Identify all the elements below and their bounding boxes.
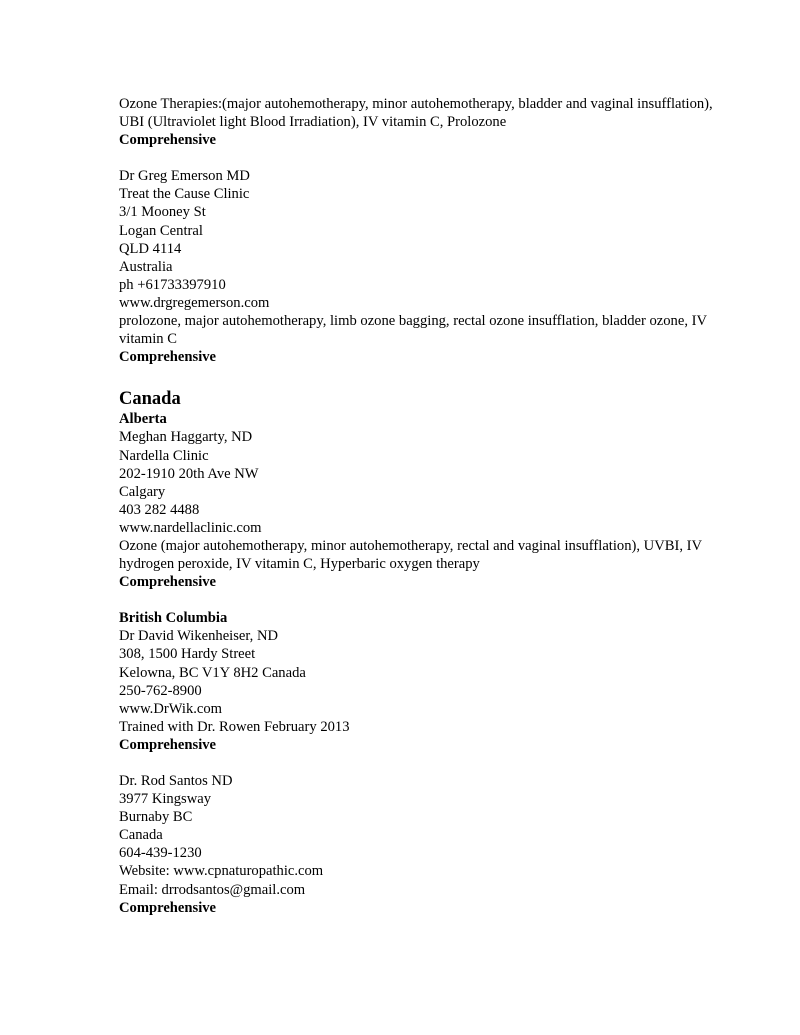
spacer [119,149,759,167]
spacer [119,591,759,609]
provider-level: Comprehensive [119,899,217,916]
provider-country: Canada [119,827,163,844]
provider-suburb: Logan Central [119,222,203,239]
provider-level: Comprehensive [119,574,217,591]
provider-santos [119,772,759,917]
provider-therapies: Ozone (major autohemotherapy, minor autohemotherapy, rectal and vaginal insufflation), UVBI, IV hydrogen peroxide, IV vitamin C, Hyperbaric oxygen therapy [119,537,702,573]
provider-phone: 403 282 4488 [119,501,200,518]
spacer [119,754,759,772]
provider-note: Trained with Dr. Rowen February 2013 [119,718,350,735]
provider-therapies: prolozone, major autohemotherapy, limb ozone bagging, rectal ozone insufflation, bladder ozone, IV vitamin C [119,313,707,348]
intro-therapies: Ozone Therapies:(major autohemotherapy, minor autohemotherapy, bladder and vaginal insufflation), UBI (Ultraviolet light Blood Irradiation), IV vitamin C, Prolozone [119,96,713,131]
provider-name: Dr. Rod Santos ND [119,773,233,789]
provider-city: Kelowna, BC V1Y 8H2 Canada [119,664,306,681]
provider-clinic: Nardella Clinic [119,447,209,464]
provider-email: Email: drrodsantos@gmail.com [119,881,306,898]
provider-name: Dr David Wikenheiser, ND [119,628,279,645]
provider-phone: ph +61733397910 [119,276,226,293]
province-heading-bc: British Columbia [119,610,228,627]
provider-name: Meghan Haggarty, ND [119,429,253,446]
province-heading-alberta: Alberta [119,411,167,428]
provider-street: 3977 Kingsway [119,791,212,808]
provider-level: Comprehensive [119,349,217,366]
provider-website: www.drgregemerson.com [119,294,270,311]
provider-wikenheiser [119,627,759,754]
provider-phone: 604-439-1230 [119,845,202,862]
provider-website: Website: www.cpnaturopathic.com [119,863,324,880]
provider-city: Calgary [119,483,166,500]
provider-emerson [119,167,759,366]
provider-street: 3/1 Mooney St [119,204,206,221]
intro-level: Comprehensive [119,132,217,149]
provider-state: QLD 4114 [119,240,182,257]
provider-website: www.DrWik.com [119,700,223,717]
provider-country: Australia [119,258,173,275]
document-page [119,95,759,917]
provider-haggarty [119,428,759,591]
country-heading: Canada [119,389,181,410]
provider-website: www.nardellaclinic.com [119,519,262,536]
provider-street: 202-1910 20th Ave NW [119,465,259,482]
spacer [119,366,759,384]
provider-name: Dr Greg Emerson MD [119,168,250,185]
provider-level: Comprehensive [119,736,217,753]
provider-phone: 250-762-8900 [119,682,202,699]
provider-city: Burnaby BC [119,809,193,826]
provider-clinic: Treat the Cause Clinic [119,186,250,203]
provider-street: 308, 1500 Hardy Street [119,646,256,663]
